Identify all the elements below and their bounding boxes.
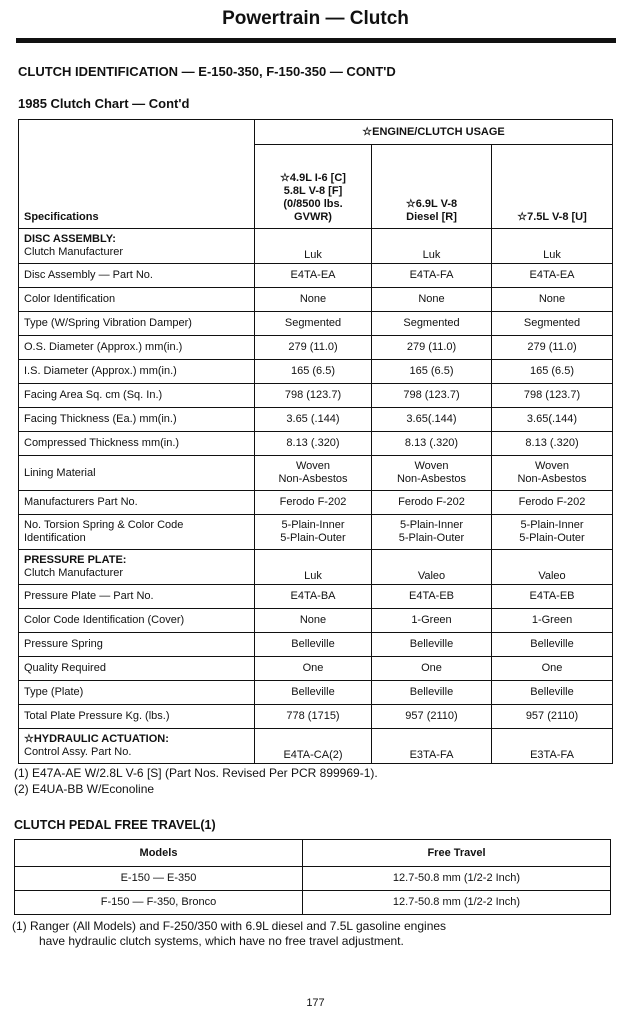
spec-value-cell: 957 (2110) xyxy=(372,705,492,729)
pedal-section-title: CLUTCH PEDAL FREE TRAVEL(1) xyxy=(14,818,216,832)
spec-value-cell: Valeo xyxy=(492,550,613,585)
spec-value-cell xyxy=(372,515,492,550)
spec-label-cell: Type (W/Spring Vibration Damper) xyxy=(19,312,255,336)
table-row xyxy=(19,432,613,456)
section-label: ☆HYDRAULIC ACTUATION: xyxy=(24,733,169,745)
spec-label-cell xyxy=(19,515,255,550)
spec-label: Clutch Manufacturer xyxy=(24,246,124,258)
table-row xyxy=(19,408,613,432)
spec-value-cell: E4TA-EB xyxy=(492,585,613,609)
usage-header: ☆ENGINE/CLUTCH USAGE xyxy=(255,120,613,145)
spec-value-cell: E3TA-FA xyxy=(372,729,492,764)
spec-label-cell: Color Code Identification (Cover) xyxy=(19,609,255,633)
spec-label-cell: I.S. Diameter (Approx.) mm(in.) xyxy=(19,360,255,384)
spec-value-cell: One xyxy=(492,657,613,681)
text-line: 5-Plain-Inner xyxy=(400,519,463,531)
table-row xyxy=(19,288,613,312)
spec-value-cell: 1-Green xyxy=(372,609,492,633)
spec-value-cell: Valeo xyxy=(372,550,492,585)
spec-value-cell xyxy=(492,515,613,550)
spec-value-cell: Belleville xyxy=(372,681,492,705)
table-row xyxy=(15,867,611,891)
table-row xyxy=(19,729,613,764)
text-line: 5-Plain-Outer xyxy=(280,532,346,544)
table-row xyxy=(19,609,613,633)
table-row xyxy=(19,550,613,585)
spec-header: Specifications xyxy=(19,120,255,229)
spec-value-cell: 165 (6.5) xyxy=(492,360,613,384)
model-cell: E-150 — E-350 xyxy=(15,867,303,891)
spec-value-cell: 1-Green xyxy=(492,609,613,633)
spec-label: Clutch Manufacturer xyxy=(24,567,124,579)
spec-value-cell: Ferodo F-202 xyxy=(372,491,492,515)
spec-value-cell: Luk xyxy=(255,229,372,264)
spec-label-cell: Color Identification xyxy=(19,288,255,312)
spec-label-cell: O.S. Diameter (Approx.) mm(in.) xyxy=(19,336,255,360)
text-line: GVWR) xyxy=(294,211,332,223)
spec-value-cell: Ferodo F-202 xyxy=(492,491,613,515)
spec-value-cell: Luk xyxy=(255,550,372,585)
spec-value-cell: E4TA-FA xyxy=(372,264,492,288)
text-line: ☆6.9L V-8 xyxy=(405,198,458,210)
spec-label-cell: Pressure Plate — Part No. xyxy=(19,585,255,609)
text-line: ☆7.5L V-8 [U] xyxy=(517,211,587,223)
model-cell: F-150 — F-350, Bronco xyxy=(15,891,303,915)
text-line: Non-Asbestos xyxy=(278,473,348,485)
text-line: (0/8500 lbs. xyxy=(283,198,343,210)
text-line: Diesel [R] xyxy=(406,211,457,223)
spec-label-cell: Quality Required xyxy=(19,657,255,681)
table-row xyxy=(19,384,613,408)
spec-value-cell: 279 (11.0) xyxy=(492,336,613,360)
spec-value-cell: 165 (6.5) xyxy=(372,360,492,384)
spec-value-cell xyxy=(255,456,372,491)
engine-column-header xyxy=(372,145,492,229)
spec-value-cell: Belleville xyxy=(492,633,613,657)
note-2: (2) E4UA-BB W/Econoline xyxy=(14,782,155,796)
table-row xyxy=(19,360,613,384)
spec-label-cell: Facing Thickness (Ea.) mm(in.) xyxy=(19,408,255,432)
spec-value-cell: 279 (11.0) xyxy=(255,336,372,360)
pedal-footnote-line-2: have hydraulic clutch systems, which have no free travel adjustment. xyxy=(39,934,404,948)
text-line: 5-Plain-Inner xyxy=(281,519,345,531)
spec-value-cell: Luk xyxy=(372,229,492,264)
spec-label: Control Assy. Part No. xyxy=(24,746,132,758)
spec-value-cell: 798 (123.7) xyxy=(372,384,492,408)
models-header: Models xyxy=(15,840,303,867)
text-line: 5-Plain-Outer xyxy=(519,532,585,544)
table-row xyxy=(15,891,611,915)
spec-value-cell: E4TA-EA xyxy=(255,264,372,288)
spec-label-cell: Compressed Thickness mm(in.) xyxy=(19,432,255,456)
text-line: Woven xyxy=(534,460,570,472)
text-line: 5-Plain-Outer xyxy=(398,532,465,544)
spec-value-cell: Luk xyxy=(492,229,613,264)
spec-value-cell: 279 (11.0) xyxy=(372,336,492,360)
spec-value-cell: One xyxy=(372,657,492,681)
spec-value-cell: 3.65 (.144) xyxy=(255,408,372,432)
text-line: No. Torsion Spring & Color Code xyxy=(24,519,184,531)
table-row xyxy=(19,229,613,264)
spec-label-cell: Manufacturers Part No. xyxy=(19,491,255,515)
spec-value-cell: 8.13 (.320) xyxy=(492,432,613,456)
table-row xyxy=(19,657,613,681)
page-number: 177 xyxy=(306,997,325,1009)
text-line: Woven xyxy=(414,460,449,472)
pedal-footnote xyxy=(12,919,616,949)
engine-column-header xyxy=(492,145,613,229)
text-line: Woven xyxy=(295,460,331,472)
engine-column-header xyxy=(255,145,372,229)
page-title: Powertrain — Clutch xyxy=(222,8,409,29)
spec-label-cell: Total Plate Pressure Kg. (lbs.) xyxy=(19,705,255,729)
spec-value-cell: Segmented xyxy=(372,312,492,336)
spec-value-cell: None xyxy=(255,288,372,312)
spec-value-cell: One xyxy=(255,657,372,681)
table-row xyxy=(19,585,613,609)
clutch-chart-table xyxy=(18,119,613,764)
spec-value-cell: Belleville xyxy=(255,633,372,657)
spec-value-cell: None xyxy=(492,288,613,312)
text-line: 5.8L V-8 [F] xyxy=(283,185,343,197)
text-line: Non-Asbestos xyxy=(517,473,587,485)
text-line: ☆4.9L I-6 [C] xyxy=(280,172,346,184)
spec-value-cell: None xyxy=(255,609,372,633)
table-row xyxy=(19,515,613,550)
free-travel-header: Free Travel xyxy=(303,840,611,867)
spec-value-cell: E4TA-CA(2) xyxy=(255,729,372,764)
spec-label-cell xyxy=(19,229,255,264)
table-row xyxy=(19,264,613,288)
spec-value-cell: 778 (1715) xyxy=(255,705,372,729)
table-row xyxy=(19,633,613,657)
spec-value-cell xyxy=(372,456,492,491)
note-1: (1) E47A-AE W/2.8L V-6 [S] (Part Nos. Revised Per PCR 899969-1). xyxy=(14,766,378,780)
table-row xyxy=(19,491,613,515)
table-row xyxy=(19,681,613,705)
spec-value-cell: 3.65(.144) xyxy=(372,408,492,432)
table-row xyxy=(19,336,613,360)
spec-label-cell xyxy=(19,729,255,764)
section-label: DISC ASSEMBLY: xyxy=(24,233,116,245)
spec-value-cell: 798 (123.7) xyxy=(492,384,613,408)
pedal-footnote-line-1: (1) Ranger (All Models) and F-250/350 with 6.9L diesel and 7.5L gasoline engines xyxy=(12,919,447,933)
spec-value-cell xyxy=(492,456,613,491)
spec-label-cell xyxy=(19,550,255,585)
spec-label-cell: Disc Assembly — Part No. xyxy=(19,264,255,288)
spec-value-cell: 957 (2110) xyxy=(492,705,613,729)
header-rule xyxy=(16,38,616,43)
spec-value-cell: 798 (123.7) xyxy=(255,384,372,408)
spec-label-cell: Pressure Spring xyxy=(19,633,255,657)
spec-value-cell: 8.13 (.320) xyxy=(372,432,492,456)
spec-value-cell: Belleville xyxy=(255,681,372,705)
spec-value-cell: E4TA-EA xyxy=(492,264,613,288)
spec-value-cell: 8.13 (.320) xyxy=(255,432,372,456)
spec-value-cell: Belleville xyxy=(372,633,492,657)
spec-value-cell: None xyxy=(372,288,492,312)
table-row xyxy=(19,456,613,491)
text-line: 5-Plain-Inner xyxy=(520,519,584,531)
pedal-free-travel-table xyxy=(14,839,611,915)
spec-value-cell: 165 (6.5) xyxy=(255,360,372,384)
spec-value-cell xyxy=(255,515,372,550)
text-line: Non-Asbestos xyxy=(396,473,467,485)
spec-value-cell: E4TA-EB xyxy=(372,585,492,609)
text-line: Identification xyxy=(24,532,86,544)
spec-value-cell: E3TA-FA xyxy=(492,729,613,764)
spec-value-cell: Belleville xyxy=(492,681,613,705)
spec-label-cell: Lining Material xyxy=(19,456,255,491)
table-row xyxy=(19,705,613,729)
chart-notes xyxy=(14,765,378,797)
spec-value-cell: Ferodo F-202 xyxy=(255,491,372,515)
spec-label-cell: Facing Area Sq. cm (Sq. In.) xyxy=(19,384,255,408)
chart-title: 1985 Clutch Chart — Cont'd xyxy=(18,96,190,111)
spec-value-cell: Segmented xyxy=(492,312,613,336)
free-travel-cell: 12.7-50.8 mm (1/2-2 Inch) xyxy=(303,891,611,915)
spec-value-cell: E4TA-BA xyxy=(255,585,372,609)
section-title: CLUTCH IDENTIFICATION — E-150-350, F-150-350 — CONT'D xyxy=(18,64,396,79)
table-row xyxy=(19,312,613,336)
free-travel-cell: 12.7-50.8 mm (1/2-2 Inch) xyxy=(303,867,611,891)
spec-label-cell: Type (Plate) xyxy=(19,681,255,705)
section-label: PRESSURE PLATE: xyxy=(24,554,127,566)
spec-value-cell: Segmented xyxy=(255,312,372,336)
spec-value-cell: 3.65(.144) xyxy=(492,408,613,432)
